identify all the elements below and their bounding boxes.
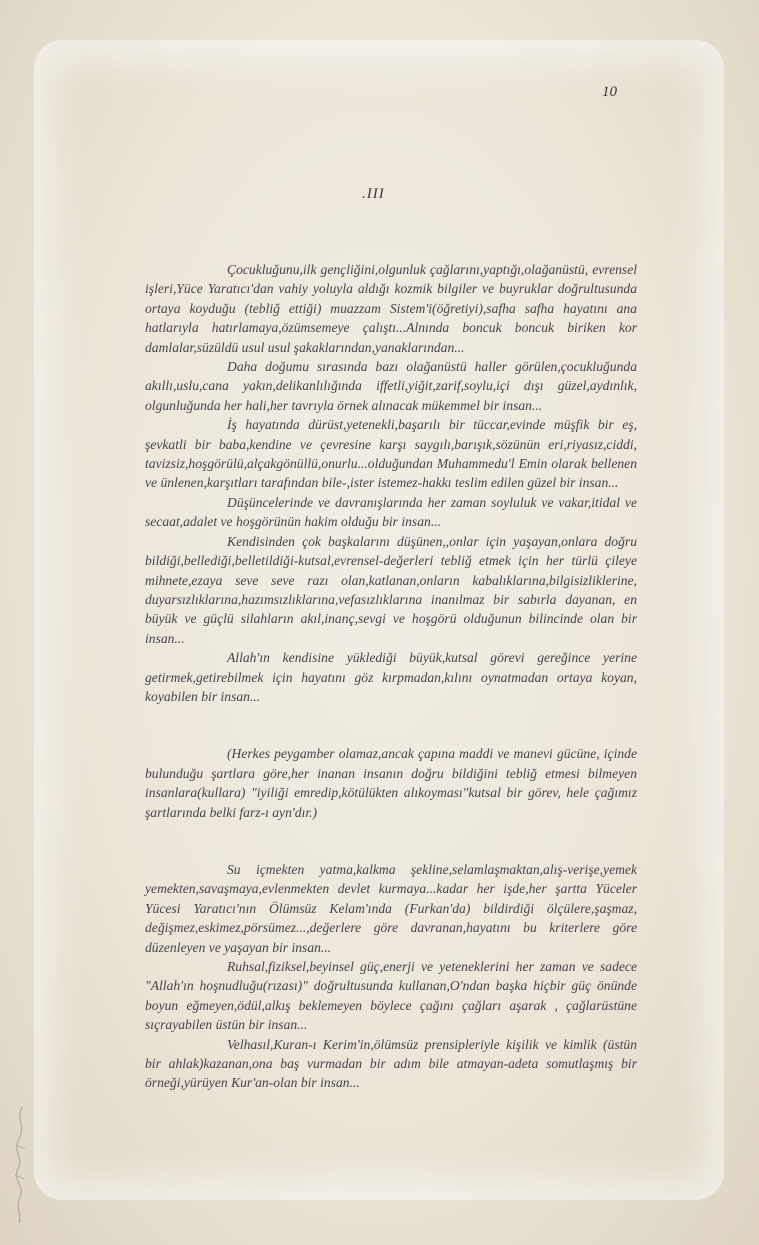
paragraph: Kendisinden çok başkalarını düşünen,,onlar için yaşayan,onlara doğru bildiği,bellediği,belletildiği-kutsal,evrensel-değerleri tebliğ etmek için her türlü çileye mihnete,ezaya seve seve razı olan,katlanan,onların kabalıklarına,bilgisizliklerine, duyarsızlıklarına,hazımsızlıklarına,vefasızlıklarına inanılmaz bir sabırla dayanan, en büyük ve güçlü silahların akıl,inanç,sevgi ve hoşgörü olduğunun bilincinde olan bir insan... xyxy=(145,533,637,646)
paragraph: Allah'ın kendisine yüklediği büyük,kutsal görevi gereğince yerine getirmek,getirebilmek için hayatını göz kırpmadan,kılını oynatmadan ortaya koyan, koyabilen bir insan... xyxy=(145,650,637,704)
paragraph: Düşüncelerinde ve davranışlarında her zaman soyluluk ve vakar,itidal ve secaat,adalet ve hoşgörünün hakim olduğu bir insan... xyxy=(145,494,637,530)
paragraph: (Herkes peygamber olamaz,ancak çapına maddi ve manevi gücüne, içinde bulunduğu şartlara göre,her inanan insanın doğru bildiğini tebliğ etmesi bilmeyen insanlara(kullara) "iyiliği emredip,kötülükten alıkoyması"kutsal bir görev, hele çağımız şartlarında belki farz-ı ayn'dır.) xyxy=(145,746,637,820)
body-text xyxy=(145,260,637,1093)
paragraph: Ruhsal,fiziksel,beyinsel güç,enerji ve yeteneklerini her zaman ve sadece "Allah'ın hoşnudluğu(rızası)" doğrultusunda kullanan,O'ndan başka hiçbir güç önünde boyun eğmeyen,ödül,alkış beklemeyen böylece çağını çağları aşarak , çağlarüstüne sıçrayabilen üstün bir insan... xyxy=(145,959,637,1033)
chapter-heading: .III xyxy=(362,186,385,202)
paragraph: Çocukluğunu,ilk gençliğini,olgunluk çağlarını,yaptığı,olağanüstü, evrensel işleri,Yüce Yaratıcı'dan vahiy yoluyla aldığı kozmik bilgiler ve buyruklar doğrultusunda ortaya koyduğu (tebliğ ettiği) muazzam Sistem'i(öğretiyi),safha safha hayatını ana hatlarıyla hatırlamaya,özümsemeye çalıştı...Alnında boncuk boncuk biriken kor damlalar,süzüldü usul usul şakaklarından,yanaklarından... xyxy=(145,262,637,355)
paragraph: İş hayatında dürüst,yetenekli,başarılı bir tüccar,evinde müşfik bir eş, şevkatli bir baba,kendine ve çevresine karşı saygılı,barışık,sözünün eri,riyasız,ciddi, tavizsiz,hoşgörülü,alçakgönüllü,onurlu...olduğundan Muhammedu'l Emin olarak bellenen ve ünlenen,karşıtları tarafından bile-,ister istemez-hakkı teslim edilen güzel bir insan... xyxy=(145,417,637,491)
paragraph: Velhasıl,Kuran-ı Kerim'in,ölümsüz prensipleriyle kişilik ve kimlik (üstün bir ahlak)kazanan,ona baş vurmadan bir adım bile atmayan-adeta somutlaşmış bir örneği,yürüyen Kur'an-olan bir insan... xyxy=(145,1036,637,1091)
paragraph: Daha doğumu sırasında bazı olağanüstü haller görülen,çocukluğunda akıllı,uslu,cana yakın,delikanlılığında iffetli,yiğit,zarif,soylu,içi dışı güzel,aydınlık, olgunluğunda her hali,her tavrıyla örnek alınacak mükemmel bir insan... xyxy=(145,359,637,413)
signature-mark xyxy=(10,1105,32,1225)
paragraph: Su içmekten yatma,kalkma şekline,selamlaşmaktan,alış-verişe,yemek yemekten,savaşmaya,evlenmekten devlet kurmaya...kadar her işde,her şartta Yüceler Yücesi Yaratıcı'nın Ölümsüz Kelam'ında (Furkan'da) bildirdiği ölçülere,şaşmaz, değişmez,eskimez,pörsümez...,değerlere göre davranan,hayatını bu kriterlere göre düzenleyen ve yaşayan bir insan... xyxy=(145,861,637,955)
page-number: 10 xyxy=(602,84,617,100)
